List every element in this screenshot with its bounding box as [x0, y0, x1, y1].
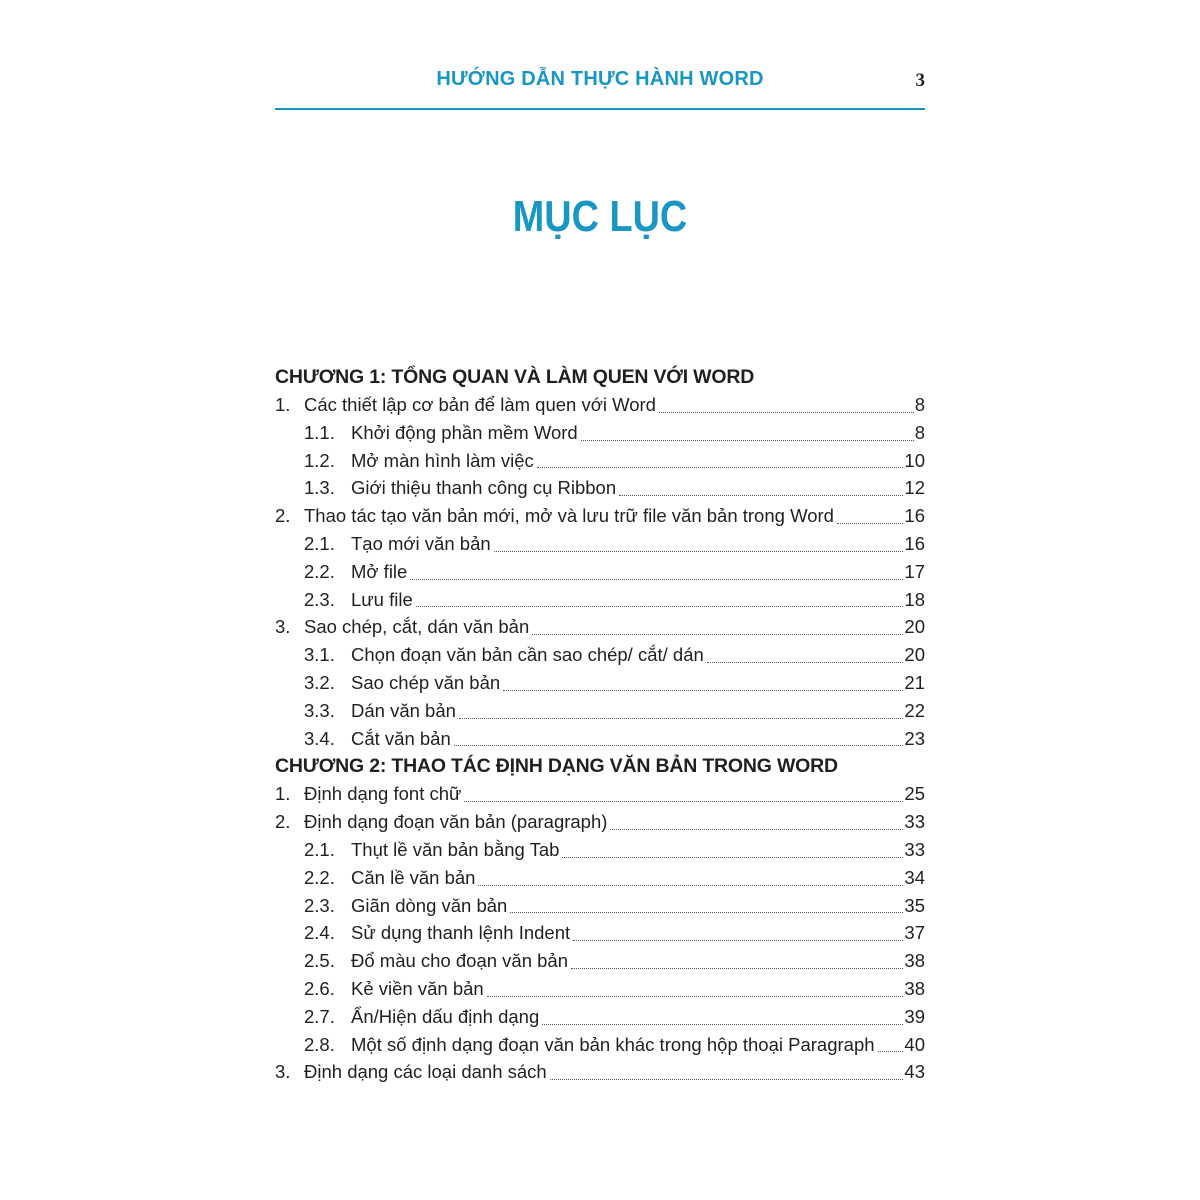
toc-entry	[275, 947, 925, 975]
toc-entry-number: 1.3.	[304, 477, 335, 499]
toc-entry-page: 34	[904, 866, 925, 888]
toc-entry-title: Khởi động phần mềm Word	[351, 421, 578, 443]
dot-leader	[610, 829, 903, 830]
toc-entry-title: Thao tác tạo văn bản mới, mở và lưu trữ file văn bản trong Word	[304, 505, 834, 527]
toc-entry	[275, 975, 925, 1003]
toc-entry	[275, 780, 925, 808]
toc-entry-number: 2.6.	[304, 977, 335, 999]
toc-entry-title: Giới thiệu thanh công cụ Ribbon	[351, 477, 617, 499]
dot-leader	[464, 801, 903, 802]
toc-entry-page: 12	[904, 477, 925, 499]
dot-leader	[581, 440, 914, 441]
toc-entry-page: 21	[904, 671, 925, 693]
toc-entry-number: 1.	[275, 783, 291, 805]
toc-entry-title: Một số định dạng đoạn văn bản khác trong hộp thoại Paragraph	[351, 1033, 875, 1055]
toc-entry-page: 43	[904, 1061, 925, 1083]
toc-entry-title: Sao chép, cắt, dán văn bản	[304, 616, 530, 638]
toc-entry-number: 3.	[275, 1061, 291, 1083]
toc-entry	[275, 391, 925, 419]
toc-entry	[275, 447, 925, 475]
toc-entry-number: 1.1.	[304, 421, 335, 443]
toc-entry-title: Căn lề văn bản	[351, 866, 476, 888]
toc-entry	[275, 919, 925, 947]
toc-entry	[275, 641, 925, 669]
toc-entry-number: 3.	[275, 616, 291, 638]
toc-entry-number: 2.2.	[304, 560, 335, 582]
dot-leader	[494, 551, 904, 552]
toc-entry-page: 18	[904, 588, 925, 610]
toc-entry	[275, 836, 925, 864]
toc-entry-number: 3.4.	[304, 727, 335, 749]
dot-leader	[459, 718, 904, 719]
toc-entry-number: 1.	[275, 394, 291, 415]
toc-entry-title: Kẻ viền văn bản	[351, 977, 484, 999]
toc-entry-title: Ẩn/Hiện dấu định dạng	[351, 1005, 540, 1027]
toc-entry-page: 10	[904, 449, 925, 471]
toc-entry-title: Tạo mới văn bản	[351, 532, 491, 554]
dot-leader	[532, 634, 903, 635]
dot-leader	[503, 690, 903, 691]
toc-entry	[275, 864, 925, 892]
toc-entry-number: 2.3.	[304, 588, 335, 610]
dot-leader	[416, 606, 904, 607]
dot-leader	[573, 940, 903, 941]
dot-leader	[571, 968, 903, 969]
toc-entry	[275, 1003, 925, 1031]
dot-leader	[537, 467, 904, 468]
toc-entry-number: 3.3.	[304, 699, 335, 721]
chapter-heading: CHƯƠNG 2: THAO TÁC ĐỊNH DẠNG VĂN BẢN TRONG WORD	[275, 755, 838, 778]
dot-leader	[619, 495, 903, 496]
toc-entry-number: 2.5.	[304, 950, 335, 972]
toc-entry-page: 33	[904, 811, 925, 833]
toc-entry-page: 23	[904, 727, 925, 749]
toc-entry-page: 16	[904, 532, 925, 554]
dot-leader	[707, 662, 904, 663]
toc-entry-title: Định dạng font chữ	[304, 783, 462, 805]
toc-entry	[275, 808, 925, 836]
toc-entry	[275, 613, 925, 641]
toc-entry	[275, 558, 925, 586]
toc-entry-number: 2.1.	[304, 532, 335, 554]
toc-entry	[275, 669, 925, 697]
dot-leader	[562, 857, 903, 858]
toc-entry	[275, 474, 925, 502]
table-of-contents	[275, 363, 925, 1086]
toc-entry-number: 2.	[275, 811, 291, 833]
toc-entry-title: Mở file	[351, 560, 408, 582]
toc-entry-number: 1.2.	[304, 449, 335, 471]
toc-entry-number: 2.1.	[304, 838, 335, 860]
toc-title: MỤC LỤC	[512, 192, 688, 241]
toc-entry-page: 8	[914, 394, 925, 415]
dot-leader	[510, 912, 903, 913]
toc-entry-page: 22	[904, 699, 925, 721]
dot-leader	[487, 996, 904, 997]
page-header-title: HƯỚNG DẪN THỰC HÀNH WORD	[436, 68, 764, 90]
chapter-heading: CHƯƠNG 1: TỔNG QUAN VÀ LÀM QUEN VỚI WORD	[275, 366, 755, 388]
toc-entry-number: 2.8.	[304, 1033, 335, 1055]
toc-entry	[275, 586, 925, 614]
toc-entry	[275, 892, 925, 920]
dot-leader	[659, 412, 914, 413]
toc-entry-page: 8	[914, 421, 925, 443]
toc-entry-title: Dán văn bản	[351, 699, 456, 721]
toc-entry-title: Mở màn hình làm việc	[351, 449, 534, 471]
toc-entry-number: 2.7.	[304, 1005, 335, 1027]
toc-entry	[275, 419, 925, 447]
toc-entry-number: 2.2.	[304, 866, 335, 888]
toc-entry	[275, 1031, 925, 1059]
dot-leader	[542, 1024, 903, 1025]
toc-entry-page: 35	[904, 894, 925, 916]
toc-entry-page: 16	[904, 505, 925, 527]
toc-entry-title: Cắt văn bản	[351, 727, 451, 749]
toc-entry-title: Giãn dòng văn bản	[351, 894, 508, 916]
dot-leader	[878, 1051, 904, 1052]
toc-entry-page: 39	[904, 1005, 925, 1027]
toc-entry-title: Đổ màu cho đoạn văn bản	[351, 950, 569, 972]
toc-entry-title: Định dạng đoạn văn bản (paragraph)	[304, 811, 608, 833]
toc-entry-title: Sao chép văn bản	[351, 671, 501, 693]
toc-entry-number: 3.1.	[304, 644, 335, 666]
toc-entry-number: 2.4.	[304, 922, 335, 944]
toc-entry-title: Sử dụng thanh lệnh Indent	[351, 922, 571, 944]
toc-entry-page: 40	[904, 1033, 925, 1055]
toc-entry	[275, 725, 925, 753]
header-divider	[275, 108, 925, 110]
toc-entry-title: Chọn đoạn văn bản cần sao chép/ cắt/ dán	[351, 644, 704, 666]
toc-entry-title: Thụt lề văn bản bằng Tab	[351, 838, 560, 860]
toc-entry	[275, 1058, 925, 1086]
dot-leader	[478, 885, 903, 886]
toc-entry-page: 17	[904, 560, 925, 582]
dot-leader	[454, 745, 904, 746]
toc-entry-page: 37	[904, 922, 925, 944]
toc-entry-page: 25	[904, 783, 925, 805]
page-number: 3	[915, 70, 925, 91]
toc-entry-page: 33	[904, 838, 925, 860]
toc-entry	[275, 697, 925, 725]
toc-entry-page: 38	[904, 950, 925, 972]
toc-entry	[275, 530, 925, 558]
toc-entry-number: 2.3.	[304, 894, 335, 916]
toc-entry-number: 3.2.	[304, 671, 335, 693]
toc-entry-title: Các thiết lập cơ bản để làm quen với Word	[304, 394, 656, 415]
dot-leader	[837, 523, 903, 524]
dot-leader	[550, 1079, 904, 1080]
toc-entry-page: 38	[904, 977, 925, 999]
toc-entry-title: Lưu file	[351, 588, 413, 610]
toc-entry-title: Định dạng các loại danh sách	[304, 1061, 547, 1083]
toc-entry	[275, 502, 925, 530]
toc-entry-page: 20	[904, 644, 925, 666]
toc-entry-page: 20	[904, 616, 925, 638]
toc-entry-number: 2.	[275, 505, 291, 527]
dot-leader	[410, 579, 903, 580]
